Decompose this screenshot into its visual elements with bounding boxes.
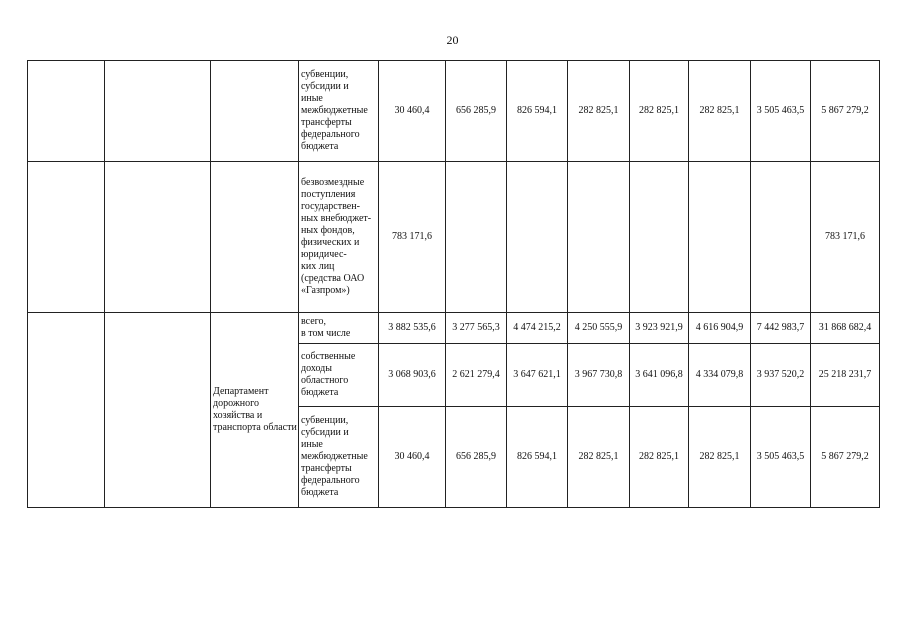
value-cell: 783 171,6 (379, 162, 446, 313)
value-cell: 656 285,9 (446, 61, 507, 162)
funding-source-cell: безвозмездные поступления государствен- ных внебюджет- ных фондов, физических и юридичес- ких лиц (средства ОАО «Газпром») (299, 162, 379, 313)
value-cell (751, 162, 811, 313)
empty-cell (211, 61, 299, 162)
value-cell: 4 334 079,8 (689, 344, 751, 407)
value-cell: 282 825,1 (689, 61, 751, 162)
value-cell: 3 882 535,6 (379, 313, 446, 344)
value-cell: 3 068 903,6 (379, 344, 446, 407)
value-cell: 826 594,1 (507, 407, 568, 508)
funding-source-cell: субвенции, субсидии и иные межбюджетные трансферты федерального бюджета (299, 407, 379, 508)
total-cell: 31 868 682,4 (811, 313, 880, 344)
value-cell: 3 937 520,2 (751, 344, 811, 407)
funding-source-cell: субвенции, субсидии и иные межбюджетные трансферты федерального бюджета (299, 61, 379, 162)
department-cell: Департамент дорожного хозяйства и транспорта области (211, 313, 299, 508)
value-cell: 282 825,1 (630, 61, 689, 162)
value-cell: 3 277 565,3 (446, 313, 507, 344)
empty-cell (28, 162, 105, 313)
total-cell: 5 867 279,2 (811, 61, 880, 162)
value-cell: 4 250 555,9 (568, 313, 630, 344)
value-cell: 282 825,1 (568, 407, 630, 508)
value-cell: 3 505 463,5 (751, 61, 811, 162)
value-cell (446, 162, 507, 313)
total-cell: 5 867 279,2 (811, 407, 880, 508)
value-cell: 30 460,4 (379, 407, 446, 508)
empty-cell (28, 313, 105, 508)
value-cell: 282 825,1 (568, 61, 630, 162)
value-cell: 282 825,1 (689, 407, 751, 508)
value-cell: 4 616 904,9 (689, 313, 751, 344)
table-row (28, 61, 880, 162)
value-cell: 826 594,1 (507, 61, 568, 162)
empty-cell (105, 313, 211, 508)
total-cell: 783 171,6 (811, 162, 880, 313)
value-cell: 282 825,1 (630, 407, 689, 508)
page-number: 20 (446, 33, 459, 47)
funding-source-cell: всего, в том числе (299, 313, 379, 344)
value-cell: 3 923 921,9 (630, 313, 689, 344)
value-cell: 2 621 279,4 (446, 344, 507, 407)
empty-cell (211, 162, 299, 313)
value-cell: 7 442 983,7 (751, 313, 811, 344)
value-cell: 4 474 215,2 (507, 313, 568, 344)
empty-cell (28, 61, 105, 162)
value-cell: 3 967 730,8 (568, 344, 630, 407)
empty-cell (105, 162, 211, 313)
table-row (28, 162, 880, 313)
table-row (28, 313, 880, 344)
value-cell: 3 641 096,8 (630, 344, 689, 407)
total-cell: 25 218 231,7 (811, 344, 880, 407)
value-cell: 656 285,9 (446, 407, 507, 508)
empty-cell (105, 61, 211, 162)
budget-table (27, 60, 880, 508)
value-cell: 3 647 621,1 (507, 344, 568, 407)
value-cell: 3 505 463,5 (751, 407, 811, 508)
value-cell (568, 162, 630, 313)
value-cell (689, 162, 751, 313)
value-cell: 30 460,4 (379, 61, 446, 162)
value-cell (630, 162, 689, 313)
funding-source-cell: собственные доходы областного бюджета (299, 344, 379, 407)
value-cell (507, 162, 568, 313)
